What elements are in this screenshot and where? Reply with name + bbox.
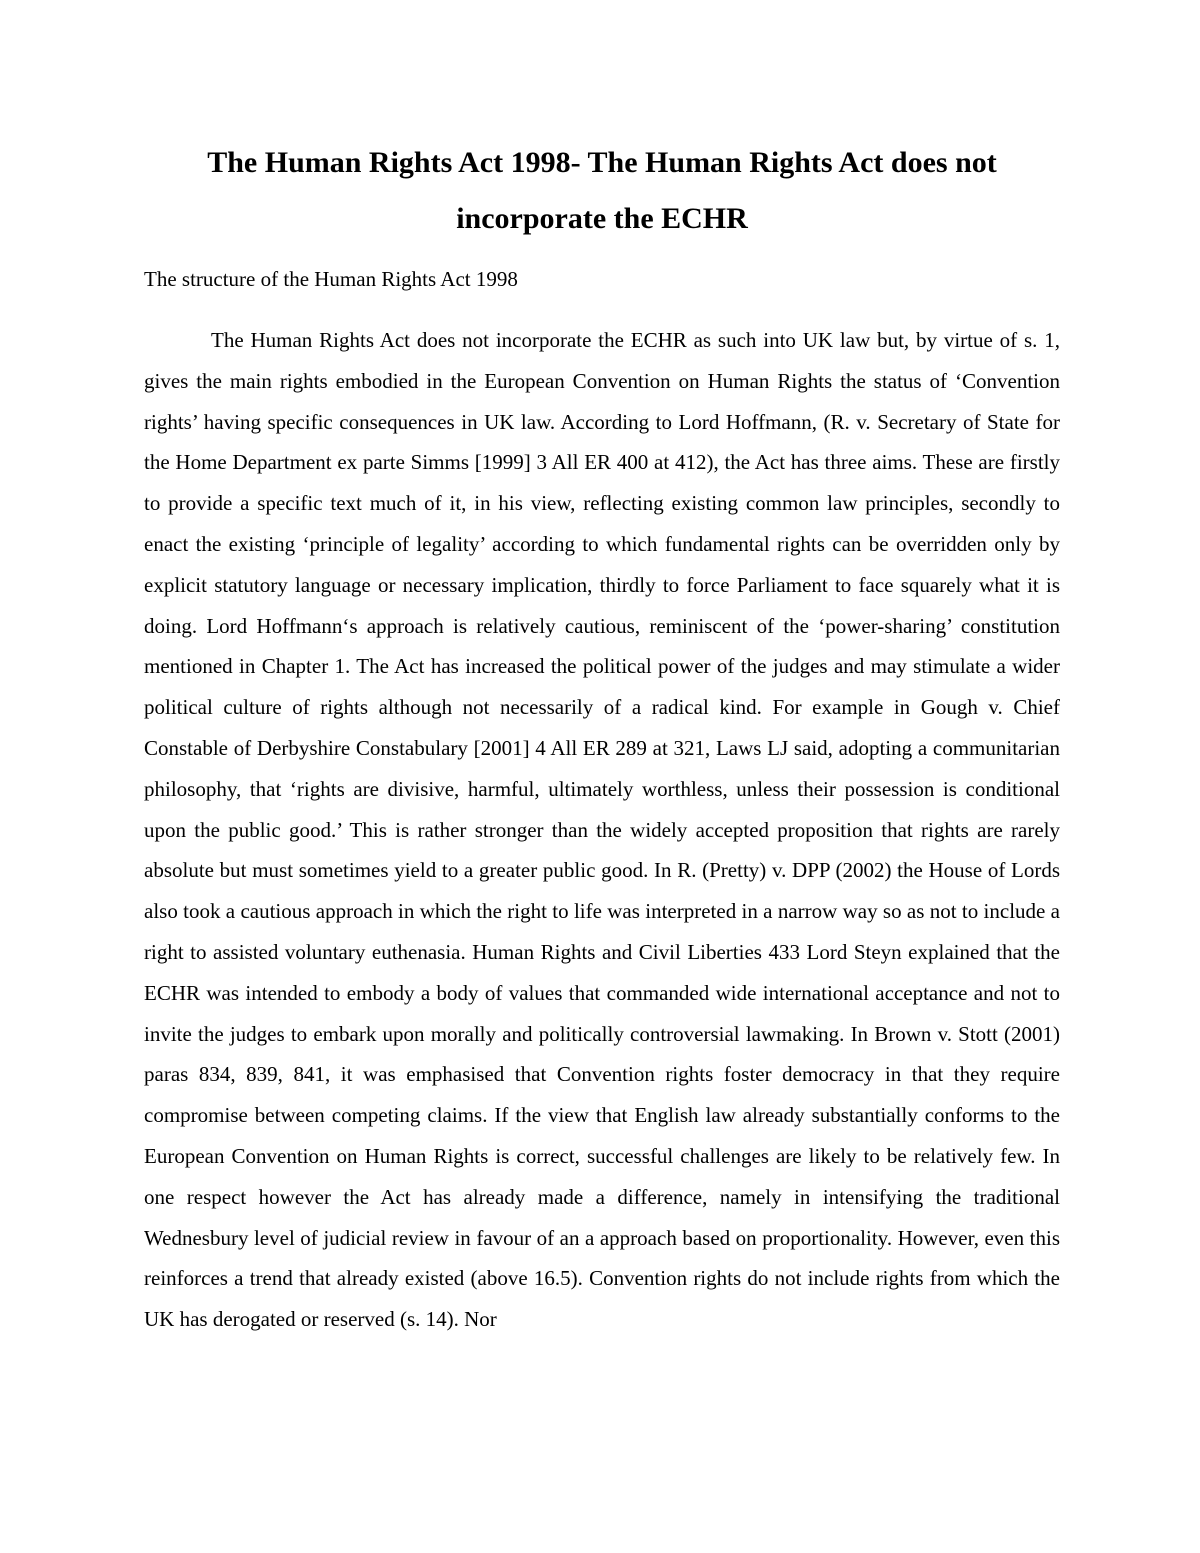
section-subheading: The structure of the Human Rights Act 1998: [144, 267, 518, 291]
document-title: The Human Rights Act 1998- The Human Rights Act does not incorporate the ECHR: [207, 146, 997, 235]
body-paragraph: The Human Rights Act does not incorporate the ECHR as such into UK law but, by virtue of s. 1, gives the main rights embodied in the European Convention on Human Rights the status of ‘Convention rights’ having specific consequences in UK law. According to Lord Hoffmann, (R. v. Secretary of State for the Home Department ex parte Simms [1999] 3 All ER 400 at 412), the Act has three aims. These are firstly to provide a specific text much of it, in his view, reflecting existing common law principles, secondly to enact the existing ‘principle of legality’ according to which fundamental rights can be overridden only by explicit statutory language or necessary implication, thirdly to force Parliament to face squarely what it is doing. Lord Hoffmann‘s approach is relatively cautious, reminiscent of the ‘power-sharing’ constitution mentioned in Chapter 1. The Act has increased the political power of the judges and may stimulate a wider political culture of rights although not necessarily of a radical kind. For example in Gough v. Chief Constable of Derbyshire Constabulary [2001] 4 All ER 289 at 321, Laws LJ said, adopting a communitarian philosophy, that ‘rights are divisive, harmful, ultimately worthless, unless their possession is conditional upon the public good.’ This is rather stronger than the widely accepted proposition that rights are rarely absolute but must sometimes yield to a greater public good. In R. (Pretty) v. DPP (2002) the House of Lords also took a cautious approach in which the right to life was interpreted in a narrow way so as not to include a right to assisted voluntary euthenasia. Human Rights and Civil Liberties 433 Lord Steyn explained that the ECHR was intended to embody a body of values that commanded wide international acceptance and not to invite the judges to embark upon morally and politically controversial lawmaking. In Brown v. Stott (2001) paras 834, 839, 841, it was emphasised that Convention rights foster democracy in that they require compromise between competing claims. If the view that English law already substantially conforms to the European Convention on Human Rights is correct, successful challenges are likely to be relatively few. In one respect however the Act has already made a difference, namely in intensifying the traditional Wednesbury level of judicial review in favour of an a approach based on proportionality. However, even this reinforces a trend that already existed (above 16.5). Convention rights do not include rights from which the UK has derogated or reserved (s. 14). Nor: [144, 328, 1060, 1332]
